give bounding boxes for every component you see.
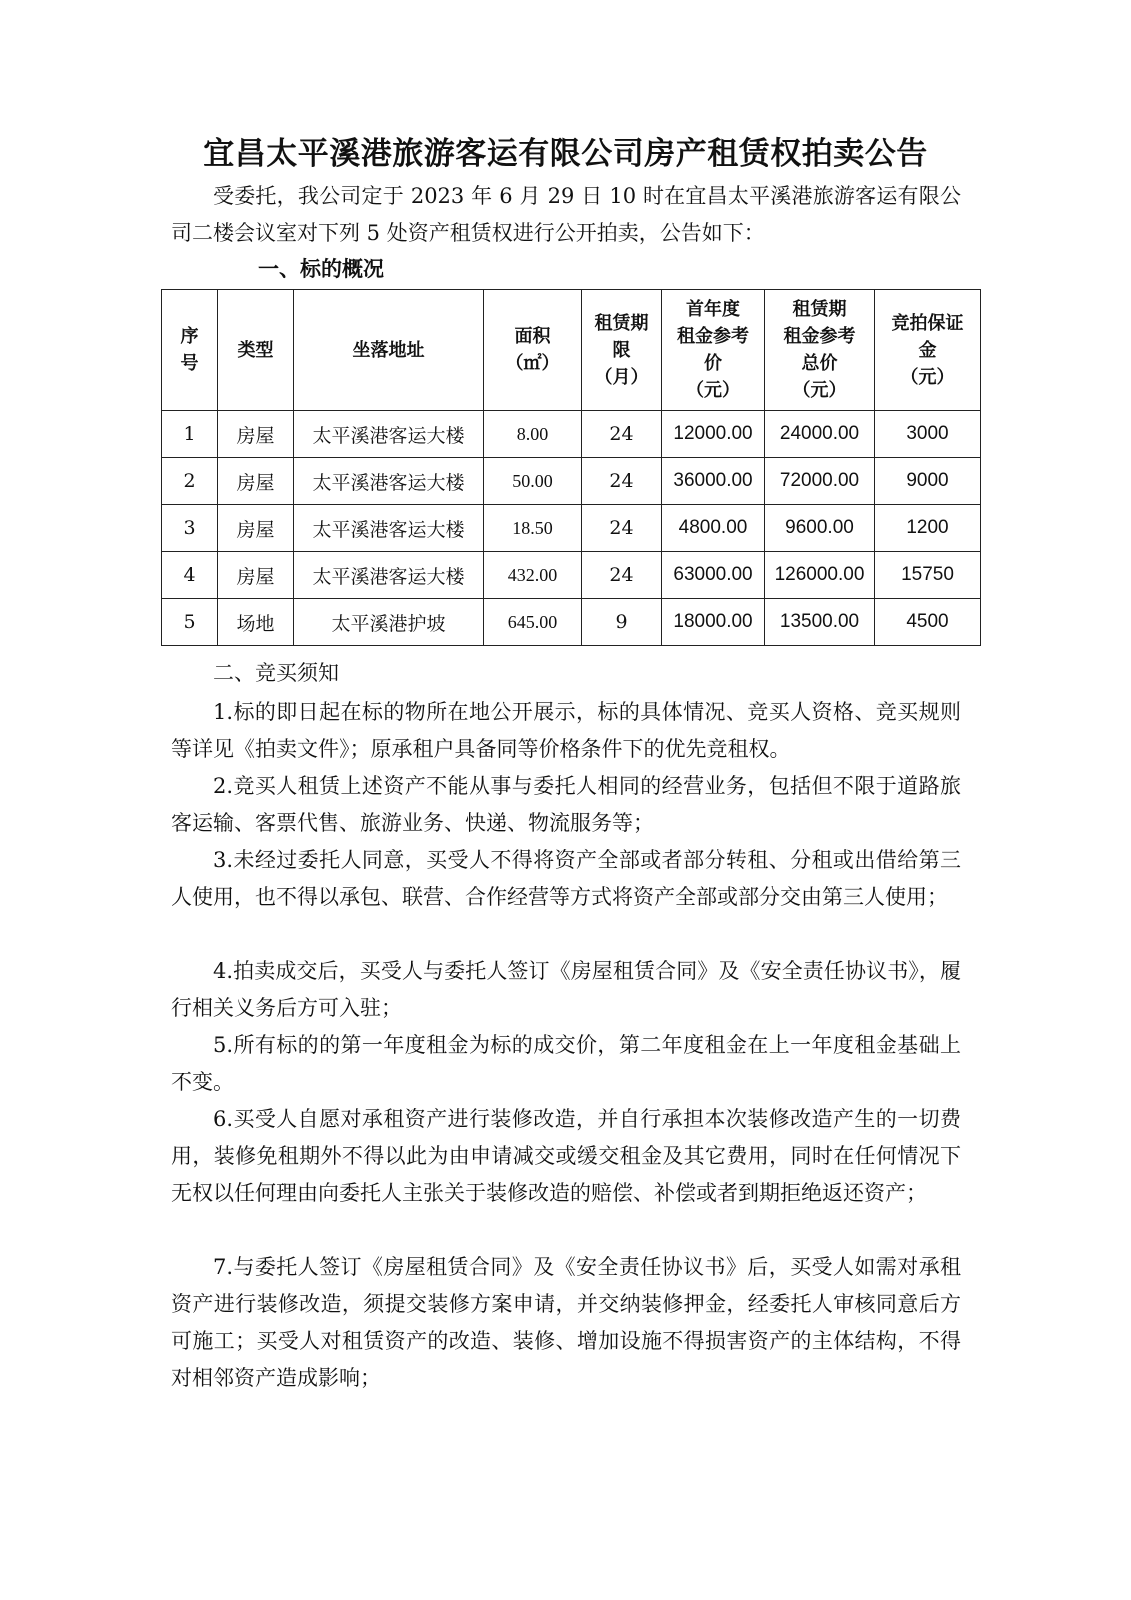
- section-heading-overview: 一、标的概况: [258, 257, 384, 281]
- cell-area: 645.00: [484, 599, 582, 646]
- page-title: 宜昌太平溪港旅游客运有限公司房产租赁权拍卖公告: [203, 136, 928, 172]
- section-heading-rules: 二、竞买须知: [213, 661, 339, 685]
- cell-type: 房屋: [218, 458, 294, 505]
- cell-seq: 3: [162, 505, 218, 552]
- table-row: [162, 552, 981, 599]
- header-area: 面积 （㎡）: [484, 290, 582, 411]
- table-header-row: [162, 290, 981, 411]
- cell-address: 太平溪港客运大楼: [294, 411, 484, 458]
- cell-seq: 5: [162, 599, 218, 646]
- rule-item-3: 3.未经过委托人同意，买受人不得将资产全部或者部分转租、分租或出借给第三人使用，也不得以承包、联营、合作经营等方式将资产全部或部分交由第三人使用；: [171, 848, 961, 909]
- cell-address: 太平溪港护坡: [294, 599, 484, 646]
- cell-first-year-rent: 36000.00: [662, 458, 765, 505]
- cell-type: 场地: [218, 599, 294, 646]
- cell-first-year-rent: 63000.00: [662, 552, 765, 599]
- cell-deposit: 9000: [875, 458, 981, 505]
- table-row: [162, 599, 981, 646]
- cell-total-rent: 9600.00: [765, 505, 875, 552]
- rule-item-7: 7.与委托人签订《房屋租赁合同》及《安全责任协议书》后，买受人如需对承租资产进行装修改造，须提交装修方案申请，并交纳装修押金，经委托人审核同意后方可施工；买受人对租赁资产的改造、装修、增加设施不得损害资产的主体结构，不得对相邻资产造成影响；: [171, 1255, 961, 1390]
- cell-area: 8.00: [484, 411, 582, 458]
- cell-total-rent: 126000.00: [765, 552, 875, 599]
- cell-address: 太平溪港客运大楼: [294, 552, 484, 599]
- rule-item-6: 6.买受人自愿对承租资产进行装修改造，并自行承担本次装修改造产生的一切费用，装修免租期外不得以此为由申请减交或缓交租金及其它费用，同时在任何情况下无权以任何理由向委托人主张关于装修改造的赔偿、补偿或者到期拒绝返还资产；: [171, 1107, 961, 1205]
- cell-total-rent: 24000.00: [765, 411, 875, 458]
- table-row: [162, 458, 981, 505]
- cell-total-rent: 13500.00: [765, 599, 875, 646]
- header-type: 类型: [218, 290, 294, 411]
- rule-item-1: 1.标的即日起在标的物所在地公开展示，标的具体情况、竞买人资格、竞买规则等详见《拍卖文件》；原承租户具备同等价格条件下的优先竞租权。: [171, 700, 961, 761]
- cell-total-rent: 72000.00: [765, 458, 875, 505]
- header-address: 坐落地址: [294, 290, 484, 411]
- cell-area: 432.00: [484, 552, 582, 599]
- header-term: 租赁期 限 （月）: [582, 290, 662, 411]
- cell-first-year-rent: 18000.00: [662, 599, 765, 646]
- cell-deposit: 4500: [875, 599, 981, 646]
- header-total-rent: 租赁期 租金参考 总价 （元）: [765, 290, 875, 411]
- cell-term: 9: [582, 599, 662, 646]
- cell-address: 太平溪港客运大楼: [294, 505, 484, 552]
- header-deposit: 竞拍保证 金 （元）: [875, 290, 981, 411]
- cell-term: 24: [582, 411, 662, 458]
- cell-type: 房屋: [218, 505, 294, 552]
- header-seq: 序 号: [162, 290, 218, 411]
- rule-item-2: 2.竞买人租赁上述资产不能从事与委托人相同的经营业务，包括但不限于道路旅客运输、客票代售、旅游业务、快递、物流服务等；: [171, 774, 961, 835]
- cell-term: 24: [582, 505, 662, 552]
- table-row: [162, 505, 981, 552]
- cell-address: 太平溪港客运大楼: [294, 458, 484, 505]
- cell-deposit: 15750: [875, 552, 981, 599]
- cell-area: 50.00: [484, 458, 582, 505]
- rule-item-4: 4.拍卖成交后，买受人与委托人签订《房屋租赁合同》及《安全责任协议书》，履行相关义务后方可入驻；: [171, 959, 961, 1020]
- rule-item-5: 5.所有标的的第一年度租金为标的成交价，第二年度租金在上一年度租金基础上不变。: [171, 1033, 961, 1094]
- cell-type: 房屋: [218, 552, 294, 599]
- cell-deposit: 3000: [875, 411, 981, 458]
- cell-seq: 4: [162, 552, 218, 599]
- table-row: [162, 411, 981, 458]
- intro-paragraph: 受委托，我公司定于 2023 年 6 月 29 日 10 时在宜昌太平溪港旅游客运有限公司二楼会议室对下列 5 处资产租赁权进行公开拍卖，公告如下：: [171, 184, 961, 245]
- cell-term: 24: [582, 458, 662, 505]
- cell-seq: 2: [162, 458, 218, 505]
- cell-seq: 1: [162, 411, 218, 458]
- cell-deposit: 1200: [875, 505, 981, 552]
- cell-type: 房屋: [218, 411, 294, 458]
- lots-table: [161, 289, 981, 646]
- cell-area: 18.50: [484, 505, 582, 552]
- cell-first-year-rent: 4800.00: [662, 505, 765, 552]
- header-first-year-rent: 首年度 租金参考 价 （元）: [662, 290, 765, 411]
- cell-first-year-rent: 12000.00: [662, 411, 765, 458]
- cell-term: 24: [582, 552, 662, 599]
